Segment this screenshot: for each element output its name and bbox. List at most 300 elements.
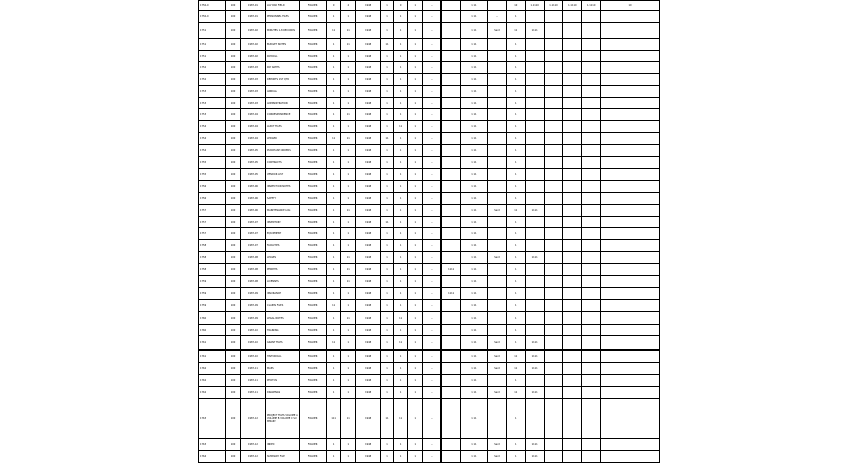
table-cell	[441, 363, 460, 375]
table-cell	[544, 181, 563, 193]
table-cell	[488, 264, 507, 276]
table-cell: 1764	[199, 451, 226, 463]
table-cell: 1	[381, 288, 394, 300]
table-cell: 1	[408, 86, 423, 98]
table-cell	[488, 217, 507, 228]
table-cell: 1	[326, 62, 341, 74]
table-cell	[488, 1, 507, 11]
table-cell: 1987-11	[240, 363, 265, 375]
table-row	[199, 109, 660, 121]
table-cell	[441, 228, 460, 240]
table-cell	[525, 399, 544, 439]
table-cell: 1	[341, 240, 356, 252]
table-cell: 1	[393, 375, 408, 387]
table-cell	[563, 325, 582, 336]
table-cell: 1.1110	[582, 1, 601, 11]
table-cell: FOLDER	[299, 300, 326, 312]
table-cell: 1948	[356, 11, 381, 23]
table-cell: --	[423, 264, 442, 276]
table-cell	[563, 121, 582, 133]
table-cell: 1	[341, 62, 356, 74]
table-cell: 1	[326, 11, 341, 23]
table-cell	[563, 336, 582, 350]
table-cell: 1948	[356, 39, 381, 51]
table-cell: --	[423, 217, 442, 228]
table-cell	[525, 312, 544, 325]
table-cell: 1	[506, 181, 525, 193]
table-cell: 1987-02	[240, 39, 265, 51]
table-cell: 1	[506, 86, 525, 98]
table-cell: FOLDER	[299, 169, 326, 181]
table-cell: 1760	[199, 312, 226, 325]
table-cell: 1948	[356, 264, 381, 276]
table-cell: CLAIMS FILES	[266, 300, 300, 312]
table-cell	[544, 276, 563, 288]
table-cell	[582, 11, 601, 23]
table-cell: 1 11	[460, 51, 487, 62]
table-cell: 1	[393, 288, 408, 300]
table-cell	[563, 240, 582, 252]
table-cell: 1760	[199, 325, 226, 336]
table-cell	[525, 240, 544, 252]
table-cell	[601, 276, 660, 288]
table-cell: 1762	[199, 363, 226, 375]
table-cell: 1987-01	[240, 1, 265, 11]
table-cell: 1	[326, 240, 341, 252]
table-cell	[488, 181, 507, 193]
table-cell: 1	[408, 51, 423, 62]
table-cell: --	[423, 181, 442, 193]
table-cell: PROJECT FILES VOLUME A VOLUME B VOLUME C SUMMARY	[266, 399, 300, 439]
table-row	[199, 350, 660, 363]
table-cell	[582, 252, 601, 264]
table-cell	[601, 288, 660, 300]
table-cell: 1	[381, 205, 394, 217]
table-cell: 1	[506, 228, 525, 240]
table-cell: 1987-12	[240, 439, 265, 451]
table-cell: 1	[393, 363, 408, 375]
table-row	[199, 39, 660, 51]
table-cell	[563, 276, 582, 288]
table-cell: 1751	[199, 51, 226, 62]
table-cell	[544, 51, 563, 62]
table-cell: 1	[506, 109, 525, 121]
table-cell: 11	[326, 300, 341, 312]
table-cell: 1	[341, 193, 356, 205]
table-cell	[441, 312, 460, 325]
table-cell: Sent	[488, 23, 507, 39]
table-cell: 1	[341, 387, 356, 399]
table-cell: 1948	[356, 375, 381, 387]
table-cell	[582, 217, 601, 228]
table-cell	[441, 325, 460, 336]
table-cell: 1	[408, 288, 423, 300]
table-cell	[441, 276, 460, 288]
table-cell: 1 11	[460, 1, 487, 11]
table-cell: 1	[506, 451, 525, 463]
table-cell: FOLDER	[299, 312, 326, 325]
table-cell: 11	[326, 133, 341, 145]
table-cell: 1987-06	[240, 181, 265, 193]
table-cell	[601, 375, 660, 387]
table-cell: 1948	[356, 336, 381, 350]
table-cell: 1	[408, 217, 423, 228]
table-cell: --	[423, 51, 442, 62]
table-cell	[441, 399, 460, 439]
table-cell	[563, 205, 582, 217]
table-cell: --	[423, 74, 442, 86]
table-cell: 100	[226, 145, 241, 157]
table-cell: 1	[341, 169, 356, 181]
table-cell: 1762	[199, 387, 226, 399]
table-cell: MAINTENANCE LOG	[266, 205, 300, 217]
table-cell: 11	[506, 23, 525, 39]
table-cell	[563, 181, 582, 193]
table-cell: 1	[393, 451, 408, 463]
table-cell: --	[423, 336, 442, 350]
table-cell: 1948	[356, 109, 381, 121]
table-cell	[544, 205, 563, 217]
table-cell: 0	[393, 1, 408, 11]
table-cell: 100	[226, 205, 241, 217]
table-cell: 1948	[356, 157, 381, 169]
table-cell	[525, 228, 544, 240]
table-cell	[563, 375, 582, 387]
table-cell: 4	[341, 1, 356, 11]
table-cell: FOLDER	[299, 217, 326, 228]
table-cell	[488, 300, 507, 312]
table-cell: --	[423, 169, 442, 181]
table-cell: 1	[326, 312, 341, 325]
table-cell: 1 11	[460, 228, 487, 240]
table-cell	[601, 39, 660, 51]
table-cell	[488, 276, 507, 288]
table-cell: 1987-03	[240, 62, 265, 74]
table-cell: 1 11	[460, 300, 487, 312]
table-row	[199, 86, 660, 98]
table-cell: 1	[393, 217, 408, 228]
table-cell: FOLDER	[299, 133, 326, 145]
table-cell	[601, 264, 660, 276]
table-cell	[441, 133, 460, 145]
table-cell	[488, 288, 507, 300]
table-cell	[488, 157, 507, 169]
table-cell	[582, 399, 601, 439]
table-row	[199, 217, 660, 228]
table-cell: 1	[381, 51, 394, 62]
table-cell: 1	[506, 439, 525, 451]
table-cell	[441, 240, 460, 252]
table-cell	[563, 145, 582, 157]
table-cell	[544, 157, 563, 169]
table-cell: --	[423, 312, 442, 325]
table-cell: 1	[341, 86, 356, 98]
table-cell: 1	[381, 23, 394, 39]
table-cell	[582, 451, 601, 463]
table-cell: 11	[341, 109, 356, 121]
table-cell: --	[423, 133, 442, 145]
table-cell: 1757	[199, 205, 226, 217]
table-cell: 1757	[199, 228, 226, 240]
table-cell	[441, 193, 460, 205]
table-row	[199, 205, 660, 217]
table-cell: 1	[408, 169, 423, 181]
table-cell	[441, 181, 460, 193]
table-cell: --	[423, 399, 442, 439]
table-cell	[563, 312, 582, 325]
table-cell: 1987-03	[240, 74, 265, 86]
table-cell: 1948	[356, 145, 381, 157]
table-cell: 1	[408, 157, 423, 169]
table-cell: 1111	[525, 205, 544, 217]
table-cell: 1	[393, 325, 408, 336]
table-cell	[525, 109, 544, 121]
table-cell	[525, 98, 544, 109]
table-cell: 11	[341, 312, 356, 325]
table-cell: 1	[408, 336, 423, 350]
table-cell: --	[423, 193, 442, 205]
table-cell: 1	[408, 1, 423, 11]
table-cell	[582, 336, 601, 350]
table-cell: 1	[326, 39, 341, 51]
table-cell: AUDIT FILES	[266, 121, 300, 133]
table-cell	[525, 51, 544, 62]
table-row	[199, 133, 660, 145]
table-cell: 1	[408, 133, 423, 145]
table-cell: 1	[506, 133, 525, 145]
table-cell: 1	[326, 121, 341, 133]
table-cell	[441, 205, 460, 217]
table-cell: --	[423, 288, 442, 300]
table-cell: 11	[506, 205, 525, 217]
table-cell	[488, 121, 507, 133]
table-cell: 1948	[356, 23, 381, 39]
table-cell	[601, 23, 660, 39]
table-cell: 1	[341, 181, 356, 193]
table-cell	[441, 11, 460, 23]
table-cell	[582, 109, 601, 121]
table-cell: 1	[341, 363, 356, 375]
table-cell: 1	[393, 23, 408, 39]
table-cell: 1	[393, 181, 408, 193]
table-cell	[488, 39, 507, 51]
table-cell: 1 11	[460, 350, 487, 363]
table-cell: 1	[326, 439, 341, 451]
table-cell	[544, 86, 563, 98]
table-cell	[563, 51, 582, 62]
table-cell: 1111	[525, 439, 544, 451]
table-cell: 1	[506, 145, 525, 157]
table-cell: 100	[226, 86, 241, 98]
table-cell: 1	[381, 74, 394, 86]
table-cell: FOLDER	[299, 276, 326, 288]
table-cell	[544, 62, 563, 74]
table-cell: 1987-03	[240, 86, 265, 98]
table-cell	[525, 39, 544, 51]
table-cell: PHOTOS	[266, 375, 300, 387]
table-cell	[582, 276, 601, 288]
table-row	[199, 375, 660, 387]
table-cell	[601, 363, 660, 375]
table-cell: LEGAL NOTES	[266, 312, 300, 325]
table-cell: 1 11	[460, 133, 487, 145]
table-row	[199, 300, 660, 312]
table-cell: 11	[341, 276, 356, 288]
table-cell: 1	[381, 363, 394, 375]
table-cell: 1	[326, 169, 341, 181]
table-cell	[601, 451, 660, 463]
table-cell: 1 11	[460, 145, 487, 157]
table-cell: 1	[506, 288, 525, 300]
table-cell	[525, 217, 544, 228]
table-cell: 1	[381, 336, 394, 350]
table-cell: 1	[408, 121, 423, 133]
table-cell: 100	[226, 363, 241, 375]
table-cell	[488, 109, 507, 121]
table-cell: 100	[226, 157, 241, 169]
table-cell: 1	[506, 121, 525, 133]
table-cell	[582, 62, 601, 74]
table-cell	[525, 264, 544, 276]
table-row	[199, 252, 660, 264]
table-cell	[525, 300, 544, 312]
table-cell: 1 11	[460, 193, 487, 205]
table-cell: 1	[326, 363, 341, 375]
table-cell: 1	[408, 276, 423, 288]
table-cell: 1	[326, 451, 341, 463]
table-cell: 1	[381, 1, 394, 11]
table-cell: 1	[381, 62, 394, 74]
table-cell: 1	[341, 74, 356, 86]
table-cell	[441, 39, 460, 51]
table-cell: 1	[393, 300, 408, 312]
table-cell	[488, 375, 507, 387]
table-cell: LEDGER	[266, 133, 300, 145]
table-cell: 100	[226, 451, 241, 463]
table-cell: 11	[326, 336, 341, 350]
table-cell: 1	[341, 98, 356, 109]
table-cell: 11	[326, 23, 341, 39]
table-cell: 1	[408, 350, 423, 363]
table-cell: 1755	[199, 169, 226, 181]
table-cell	[488, 98, 507, 109]
table-cell: 1	[326, 145, 341, 157]
table-cell: 1 11	[460, 276, 487, 288]
table-cell: 1	[381, 387, 394, 399]
table-cell: 1 11	[460, 62, 487, 74]
table-cell: 1	[506, 217, 525, 228]
table-cell	[601, 74, 660, 86]
table-cell	[582, 325, 601, 336]
table-cell: --	[423, 252, 442, 264]
table-cell	[601, 51, 660, 62]
table-cell: 1987-04	[240, 121, 265, 133]
table-cell: --	[423, 325, 442, 336]
table-cell: FOLDER	[299, 157, 326, 169]
table-cell: 1.1110	[525, 1, 544, 11]
table-cell: 1	[408, 451, 423, 463]
table-cell: PERSONNEL FILES	[266, 11, 300, 23]
table-cell: 1	[506, 276, 525, 288]
table-cell: 1948	[356, 325, 381, 336]
table-cell: 1	[381, 109, 394, 121]
table-cell	[601, 62, 660, 74]
table-cell: 1	[393, 350, 408, 363]
table-row	[199, 23, 660, 39]
table-cell	[441, 1, 460, 11]
table-cell: 1756	[199, 193, 226, 205]
table-cell	[563, 217, 582, 228]
table-cell: TRAINING	[266, 325, 300, 336]
table-cell: 1	[326, 264, 341, 276]
table-cell: 1	[393, 439, 408, 451]
table-cell: 1752	[199, 62, 226, 74]
table-cell: 100	[226, 439, 241, 451]
table-cell: 1	[393, 240, 408, 252]
table-cell: --	[423, 240, 442, 252]
table-cell	[488, 51, 507, 62]
table-cell: 1	[381, 240, 394, 252]
table-cell: 1	[506, 336, 525, 350]
table-cell: 11	[393, 312, 408, 325]
table-cell: 100	[226, 312, 241, 325]
table-row	[199, 193, 660, 205]
table-cell: 100	[226, 350, 241, 363]
table-cell: Sent	[488, 439, 507, 451]
table-cell: 1	[381, 121, 394, 133]
table-cell: --	[423, 375, 442, 387]
table-cell: 1948	[356, 205, 381, 217]
table-cell: 1948	[356, 300, 381, 312]
table-cell: 1	[326, 288, 341, 300]
table-cell: 11	[506, 350, 525, 363]
table-cell: 1111	[525, 252, 544, 264]
table-row	[199, 1, 660, 11]
table-cell: 1	[326, 109, 341, 121]
table-cell: 1	[393, 193, 408, 205]
table-cell: 1	[408, 62, 423, 74]
table-cell	[488, 62, 507, 74]
table-cell: 0	[326, 1, 341, 11]
table-cell: 100	[226, 133, 241, 145]
table-cell	[601, 217, 660, 228]
table-cell: SAFETY	[266, 193, 300, 205]
table-cell	[601, 121, 660, 133]
table-cell: 1987-03	[240, 98, 265, 109]
table-cell: 100	[226, 11, 241, 23]
table-cell: 11	[393, 399, 408, 439]
table-cell: FOLDER	[299, 109, 326, 121]
table-cell: 1	[506, 252, 525, 264]
table-cell: 1948	[356, 181, 381, 193]
table-cell: 1	[381, 264, 394, 276]
table-cell: 11	[341, 264, 356, 276]
table-cell	[525, 276, 544, 288]
table-cell	[488, 240, 507, 252]
table-cell	[544, 169, 563, 181]
table-cell: 1987-10	[240, 336, 265, 350]
table-row	[199, 240, 660, 252]
table-cell	[544, 300, 563, 312]
table-cell	[441, 252, 460, 264]
table-cell: 1758	[199, 240, 226, 252]
table-cell: Sent	[488, 387, 507, 399]
table-cell: INSURANCE	[266, 288, 300, 300]
table-cell: 1	[341, 288, 356, 300]
table-cell: GRANT FILES	[266, 336, 300, 350]
table-cell: FOLDER	[299, 363, 326, 375]
table-cell	[563, 439, 582, 451]
